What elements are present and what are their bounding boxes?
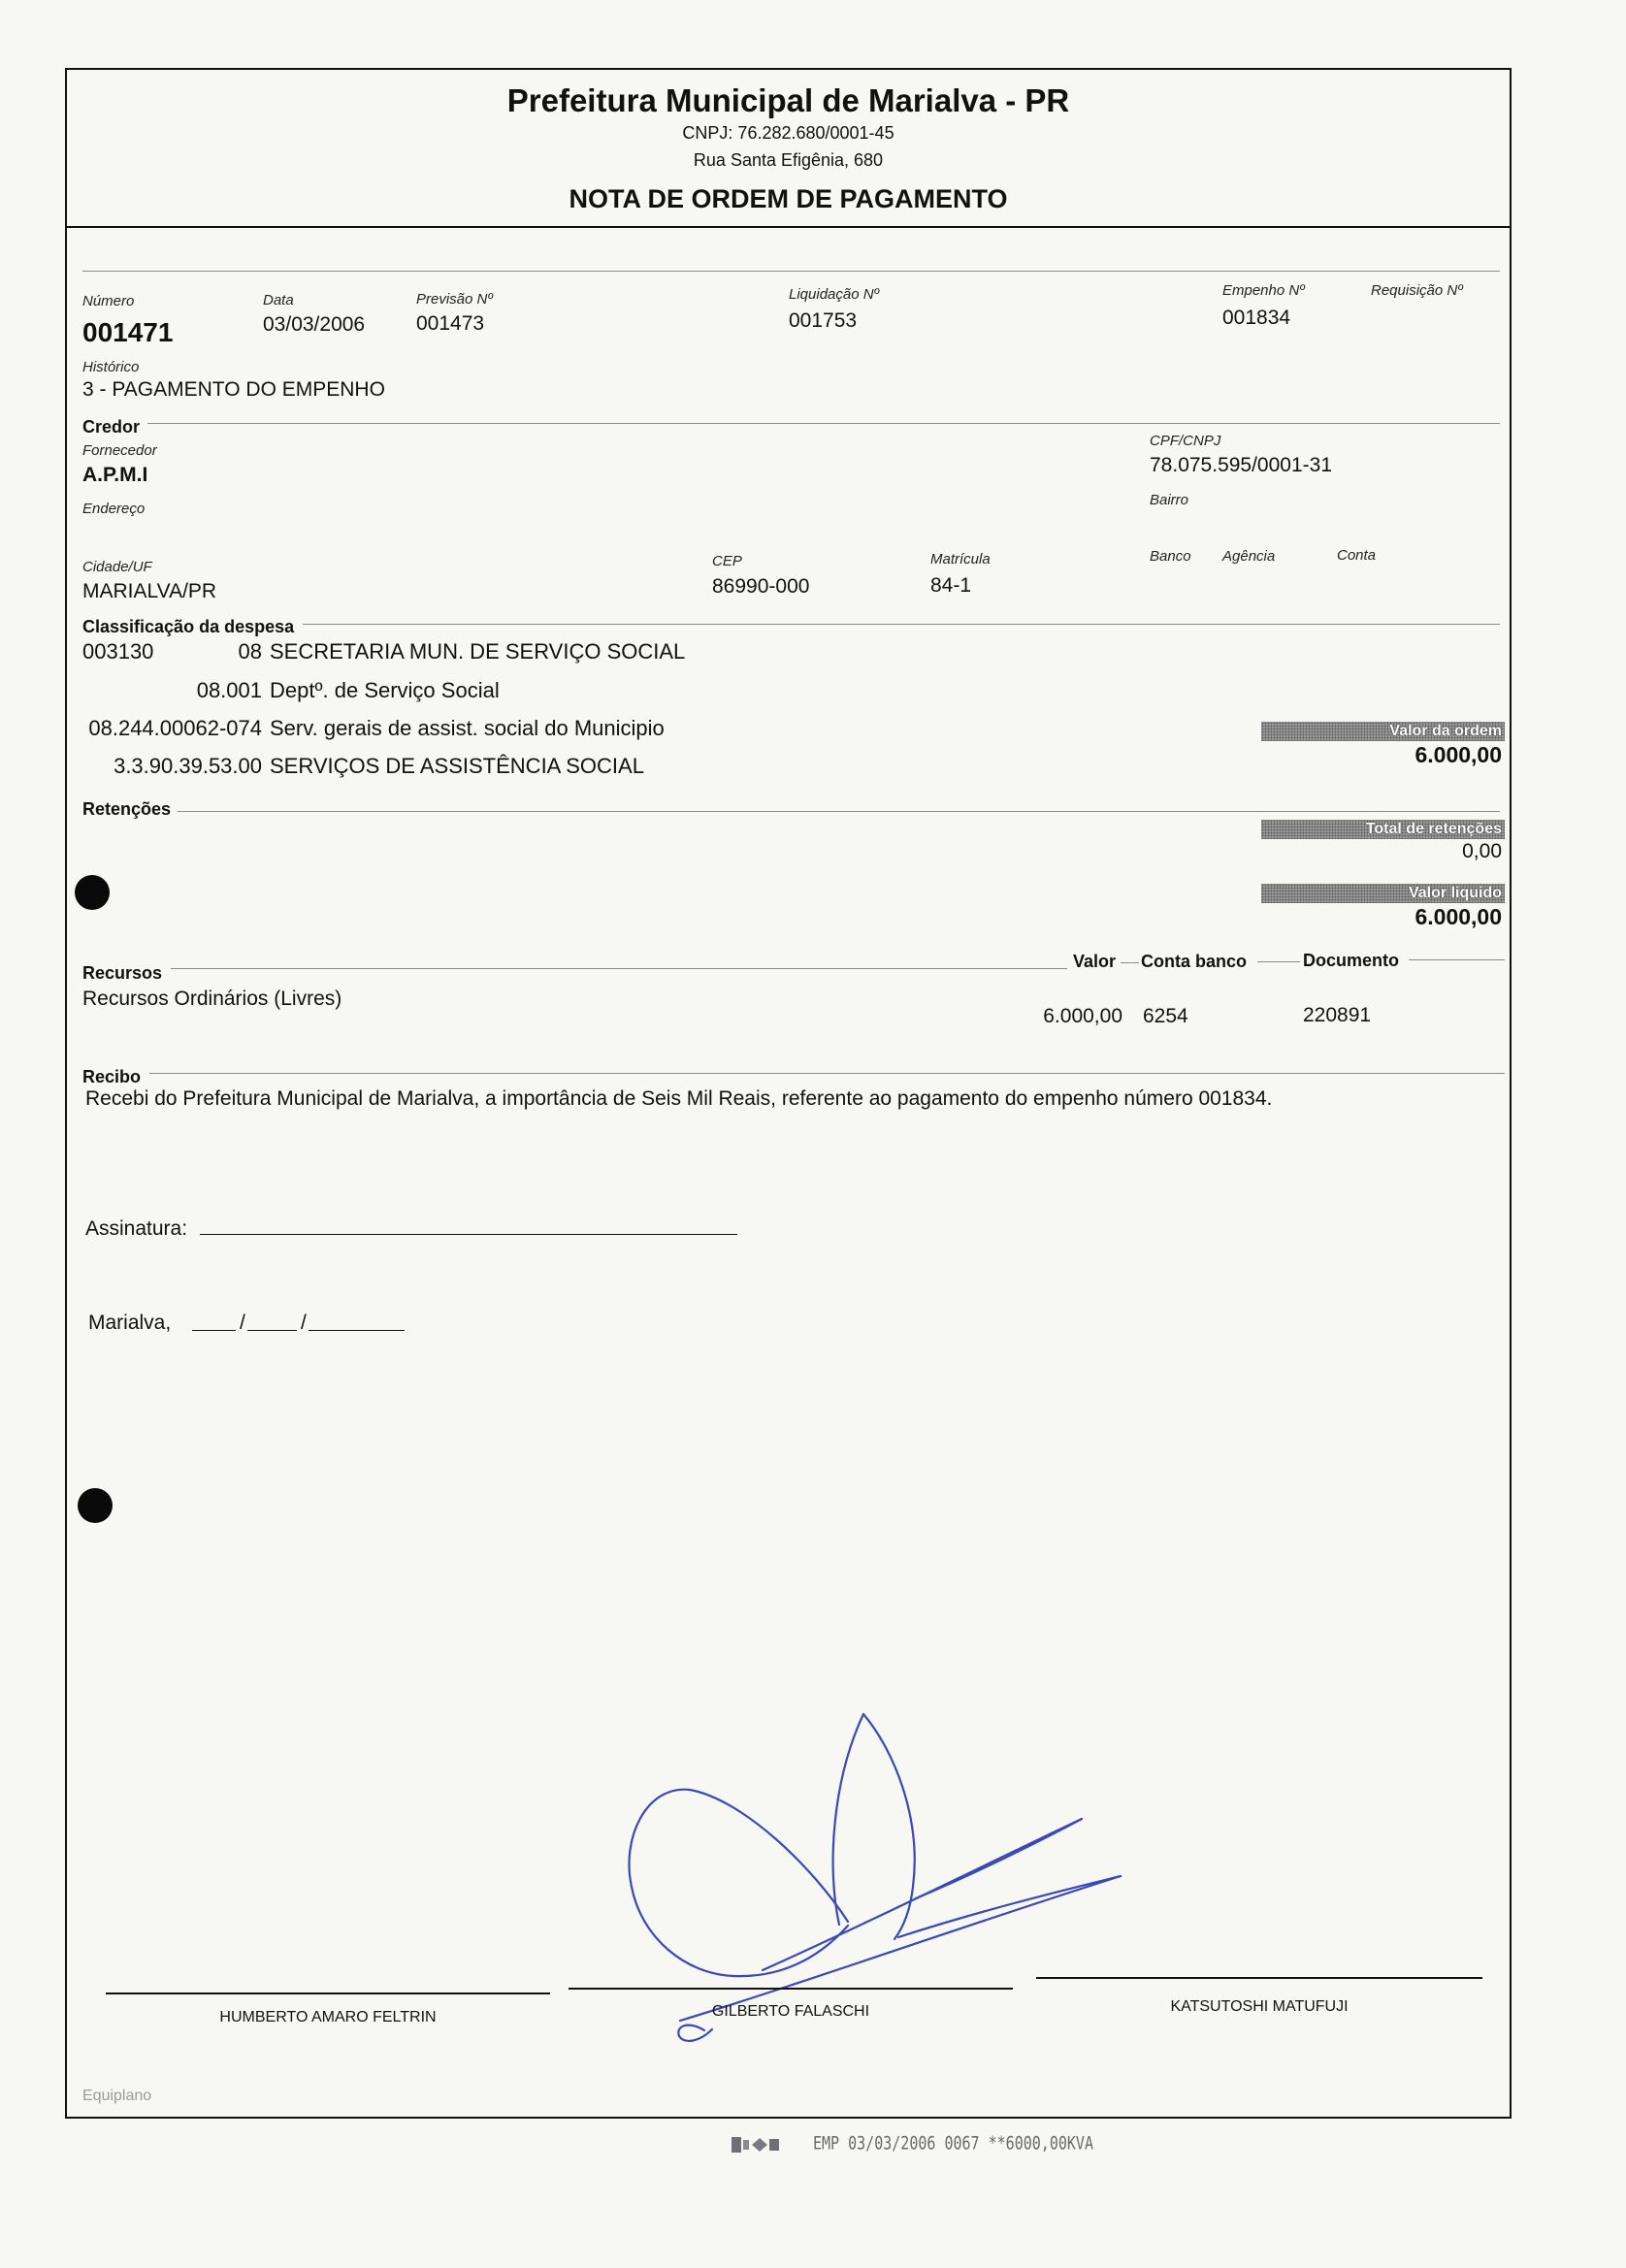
classificacao-description: SERVIÇOS DE ASSISTÊNCIA SOCIAL <box>270 754 644 778</box>
cep-value: 86990-000 <box>712 575 810 598</box>
empenho-value: 001834 <box>1222 307 1291 329</box>
total-retencoes-bar: Total de retenções <box>1261 820 1505 839</box>
date-separator: / <box>240 1312 245 1334</box>
numero-label: Número <box>82 293 135 309</box>
signature-line <box>106 1993 550 1994</box>
signature-stroke <box>629 1790 848 1976</box>
date-month-blank <box>247 1330 297 1331</box>
endereco-label: Endereço <box>82 501 146 517</box>
recursos-documento-header: Documento <box>1303 951 1399 970</box>
recursos-rule <box>1409 959 1505 960</box>
classificacao-code: 08 <box>238 639 262 664</box>
stamp-logo-icon <box>731 2134 781 2155</box>
municipality-cnpj: CNPJ: 76.282.680/0001-45 <box>682 123 894 143</box>
punch-hole <box>75 875 110 910</box>
fornecedor-value: A.P.M.I <box>82 464 148 486</box>
identification-rule <box>82 271 1500 272</box>
valor-liquido-bar: Valor liquido <box>1261 884 1505 903</box>
previsao-label: Previsão Nº <box>416 291 493 308</box>
recursos-heading: Recursos <box>82 963 163 983</box>
data-value: 03/03/2006 <box>263 313 366 336</box>
classificacao-description: Serv. gerais de assist. social do Municipio <box>270 716 665 740</box>
previsao-value: 001473 <box>416 312 485 335</box>
classificacao-heading: Classificação da despesa <box>82 617 295 636</box>
signatory-name: KATSUTOSHI MATUFUJI <box>1170 1998 1349 2015</box>
recibo-text: Recebi do Prefeitura Municipal de Marialva, a importância de Seis Mil Reais, referente ao pagamento do empenho número 001834. <box>85 1087 1273 1110</box>
assinatura-line <box>200 1234 737 1235</box>
date-year-blank <box>309 1330 405 1331</box>
banco-label: Banco <box>1150 548 1191 565</box>
municipality-address: Rua Santa Efigênia, 680 <box>693 150 884 170</box>
valor-ordem-bar: Valor da ordem <box>1261 722 1505 741</box>
retencoes-rule <box>178 811 1500 812</box>
recibo-rule <box>149 1073 1505 1074</box>
classificacao-description: Deptº. de Serviço Social <box>270 678 500 702</box>
classificacao-code: 08.244.00062-074 <box>88 716 262 740</box>
cep-label: CEP <box>712 553 742 569</box>
assinatura-label: Assinatura: <box>85 1217 188 1240</box>
software-brand: Equiplano <box>82 2088 152 2104</box>
conta-label: Conta <box>1337 547 1377 564</box>
signatory-name: HUMBERTO AMARO FELTRIN <box>219 2009 437 2025</box>
fornecedor-label: Fornecedor <box>82 442 157 459</box>
recurso-valor: 6.000,00 <box>1043 1005 1122 1027</box>
signature-stroke <box>763 1819 1082 1970</box>
valor-ordem-value: 6.000,00 <box>1415 742 1502 767</box>
recurso-conta-banco: 6254 <box>1143 1005 1188 1027</box>
recursos-rule <box>1121 962 1139 963</box>
classificacao-ficha: 003130 <box>82 639 154 664</box>
credor-rule <box>147 423 1500 424</box>
signature-stroke <box>678 2025 712 2041</box>
historico-value: 3 - PAGAMENTO DO EMPENHO <box>82 378 385 401</box>
authentication-stamp: EMP 03/03/2006 0067 **6000,00KVA <box>813 2131 1093 2155</box>
total-retencoes-value: 0,00 <box>1462 840 1502 862</box>
classificacao-description: SECRETARIA MUN. DE SERVIÇO SOCIAL <box>270 639 686 664</box>
bairro-label: Bairro <box>1150 492 1189 508</box>
data-label: Data <box>263 292 294 308</box>
agencia-label: Agência <box>1222 548 1276 565</box>
recibo-heading: Recibo <box>82 1067 142 1086</box>
numero-value: 001471 <box>82 317 174 347</box>
date-day-blank <box>192 1330 236 1331</box>
liquidacao-value: 001753 <box>789 309 858 332</box>
signatory-name: GILBERTO FALASCHI <box>711 2003 870 2020</box>
historico-label: Histórico <box>82 359 140 375</box>
classificacao-code: 08.001 <box>196 678 262 702</box>
credor-heading: Credor <box>82 417 141 437</box>
recursos-rule <box>171 968 1067 969</box>
signature-stroke <box>898 1876 1121 1937</box>
classificacao-code: 3.3.90.39.53.00 <box>114 754 262 778</box>
punch-hole <box>78 1488 113 1523</box>
matricula-label: Matrícula <box>930 551 991 567</box>
signature-line <box>1036 1977 1482 1979</box>
document-title: NOTA DE ORDEM DE PAGAMENTO <box>569 184 1008 213</box>
liquidacao-label: Liquidação Nº <box>789 286 880 303</box>
signature-line <box>569 1988 1013 1990</box>
cidade-uf-label: Cidade/UF <box>82 559 152 575</box>
recursos-valor-header: Valor <box>1073 952 1117 971</box>
classificacao-rule <box>303 624 1500 625</box>
cpf-cnpj-value: 78.075.595/0001-31 <box>1150 454 1333 476</box>
empenho-label: Empenho Nº <box>1222 282 1305 299</box>
recursos-conta-banco-header: Conta banco <box>1141 952 1248 971</box>
recurso-documento: 220891 <box>1303 1004 1372 1026</box>
local-data-label: Marialva, <box>88 1312 172 1334</box>
cidade-uf-value: MARIALVA/PR <box>82 580 217 602</box>
matricula-value: 84-1 <box>930 574 972 597</box>
recursos-rule <box>1257 961 1300 962</box>
recurso-descricao: Recursos Ordinários (Livres) <box>82 988 342 1010</box>
cpf-cnpj-label: CPF/CNPJ <box>1150 433 1221 449</box>
header-divider <box>65 226 1512 228</box>
municipality-title: Prefeitura Municipal de Marialva - PR <box>506 82 1070 118</box>
valor-liquido-value: 6.000,00 <box>1415 904 1502 929</box>
retencoes-heading: Retenções <box>82 799 172 819</box>
date-separator: / <box>301 1312 307 1334</box>
requisicao-label: Requisição Nº <box>1371 282 1463 299</box>
